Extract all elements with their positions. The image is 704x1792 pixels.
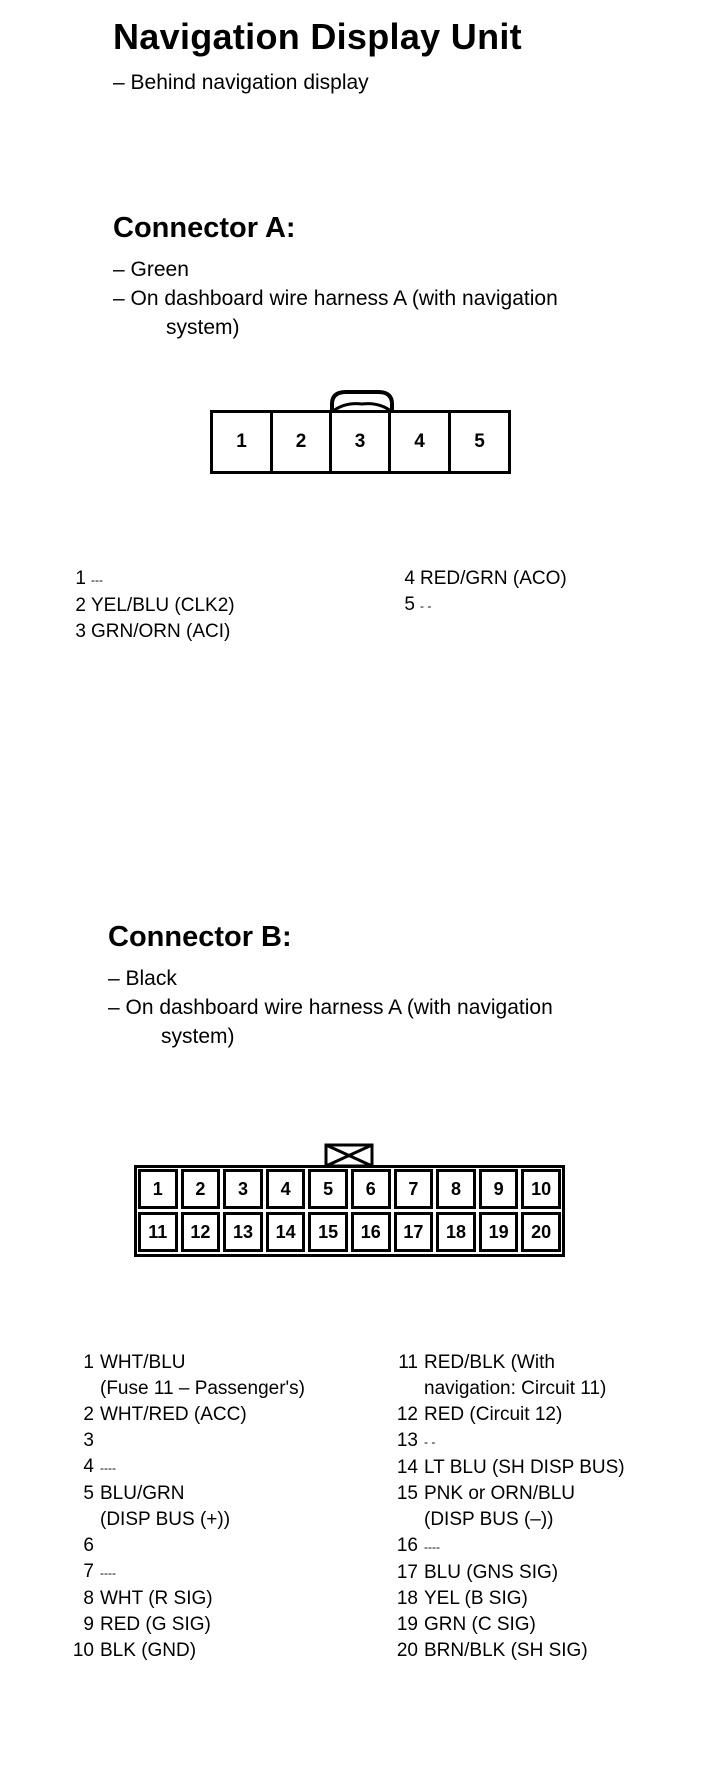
list-item: 4 ----: [83, 1456, 116, 1477]
connector-a-cell-1: 1: [210, 410, 273, 474]
connector-b-cell-3: 3: [223, 1169, 263, 1209]
connector-a-color: – Green: [113, 258, 189, 281]
list-item-continuation: (DISP BUS (+)): [100, 1509, 231, 1530]
page-title: Navigation Display Unit: [113, 16, 522, 57]
connector-b-cell-9: 9: [479, 1169, 519, 1209]
list-item: 4 RED/GRN (ACO): [404, 568, 567, 589]
list-item: 5 BLU/GRN: [83, 1483, 185, 1504]
list-item: 18 YEL (B SIG): [396, 1588, 528, 1609]
list-item: 12 RED (Circuit 12): [396, 1404, 563, 1425]
connector-b-cell-12: 12: [181, 1212, 221, 1252]
list-item: 19 GRN (C SIG): [396, 1614, 536, 1635]
connector-b-cell-15: 15: [308, 1212, 348, 1252]
connector-b-cell-5: 5: [308, 1169, 348, 1209]
connector-b-cell-6: 6: [351, 1169, 391, 1209]
list-item-continuation: (DISP BUS (–)): [424, 1509, 554, 1530]
list-item: 16 ----: [396, 1535, 440, 1556]
connector-b-harness-cont: system): [161, 1025, 235, 1048]
connector-b-pins-right: [384, 1350, 625, 1664]
connector-a-title: Connector A:: [113, 212, 296, 244]
connector-a-pins-left: [63, 566, 235, 645]
connector-a-cell-5: 5: [448, 410, 511, 474]
connector-b-cell-18: 18: [436, 1212, 476, 1252]
connector-b-cell-19: 19: [479, 1212, 519, 1252]
list-item: 1 ---: [75, 568, 103, 589]
list-item: 7 ----: [83, 1561, 116, 1582]
connector-b-cell-1: 1: [138, 1169, 178, 1209]
connector-b-cell-14: 14: [266, 1212, 306, 1252]
connector-a-cell-3: 3: [329, 410, 391, 474]
connector-b-cell-4: 4: [266, 1169, 306, 1209]
connector-b-cell-20: 20: [521, 1212, 561, 1252]
list-item: 17 BLU (GNS SIG): [396, 1562, 559, 1583]
list-item: 8 WHT (R SIG): [83, 1588, 213, 1609]
list-item: 14 LT BLU (SH DISP BUS): [396, 1457, 625, 1478]
list-item: 20 BRN/BLK (SH SIG): [396, 1640, 588, 1661]
connector-a-harness-cont: system): [166, 316, 240, 339]
connector-b-title: Connector B:: [108, 921, 292, 953]
list-item-continuation: (Fuse 11 – Passenger's): [100, 1378, 305, 1399]
connector-b-cell-16: 16: [351, 1212, 391, 1252]
connector-a-pins-right: [392, 566, 567, 619]
unit-location: – Behind navigation display: [113, 71, 369, 94]
list-item: 3: [83, 1430, 94, 1451]
list-item: 13 - -: [396, 1430, 436, 1451]
connector-b-cell-8: 8: [436, 1169, 476, 1209]
list-item: 2 YEL/BLU (CLK2): [75, 595, 235, 616]
connector-b-cell-13: 13: [223, 1212, 263, 1252]
connector-b-cell-10: 10: [521, 1169, 561, 1209]
connector-a-harness: – On dashboard wire harness A (with navigation: [113, 287, 558, 310]
connector-b-cell-2: 2: [181, 1169, 221, 1209]
connector-b-pins-left: [60, 1350, 305, 1664]
list-item: 9 RED (G SIG): [83, 1614, 211, 1635]
list-item: 3 GRN/ORN (ACI): [75, 621, 231, 642]
list-item: 1 WHT/BLU: [83, 1352, 186, 1373]
connector-a-notes: [113, 255, 558, 342]
list-item: 10 BLK (GND): [72, 1640, 197, 1661]
connector-b-notes: [108, 964, 553, 1051]
list-item: 2 WHT/RED (ACC): [83, 1404, 247, 1425]
connector-b-cell-11: 11: [138, 1212, 178, 1252]
list-item-continuation: navigation: Circuit 11): [424, 1378, 607, 1399]
connector-b-cell-7: 7: [394, 1169, 434, 1209]
list-item: 6: [83, 1535, 94, 1556]
connector-b-color: – Black: [108, 967, 177, 990]
list-item: 5 - -: [404, 594, 432, 615]
connector-a-cell-2: 2: [270, 410, 332, 474]
list-item: 15 PNK or ORN/BLU: [396, 1483, 575, 1504]
connector-a-cell-4: 4: [388, 410, 451, 474]
list-item: 11 RED/BLK (With: [398, 1352, 555, 1373]
connector-b-cell-17: 17: [394, 1212, 434, 1252]
connector-b-harness: – On dashboard wire harness A (with navigation: [108, 996, 553, 1019]
